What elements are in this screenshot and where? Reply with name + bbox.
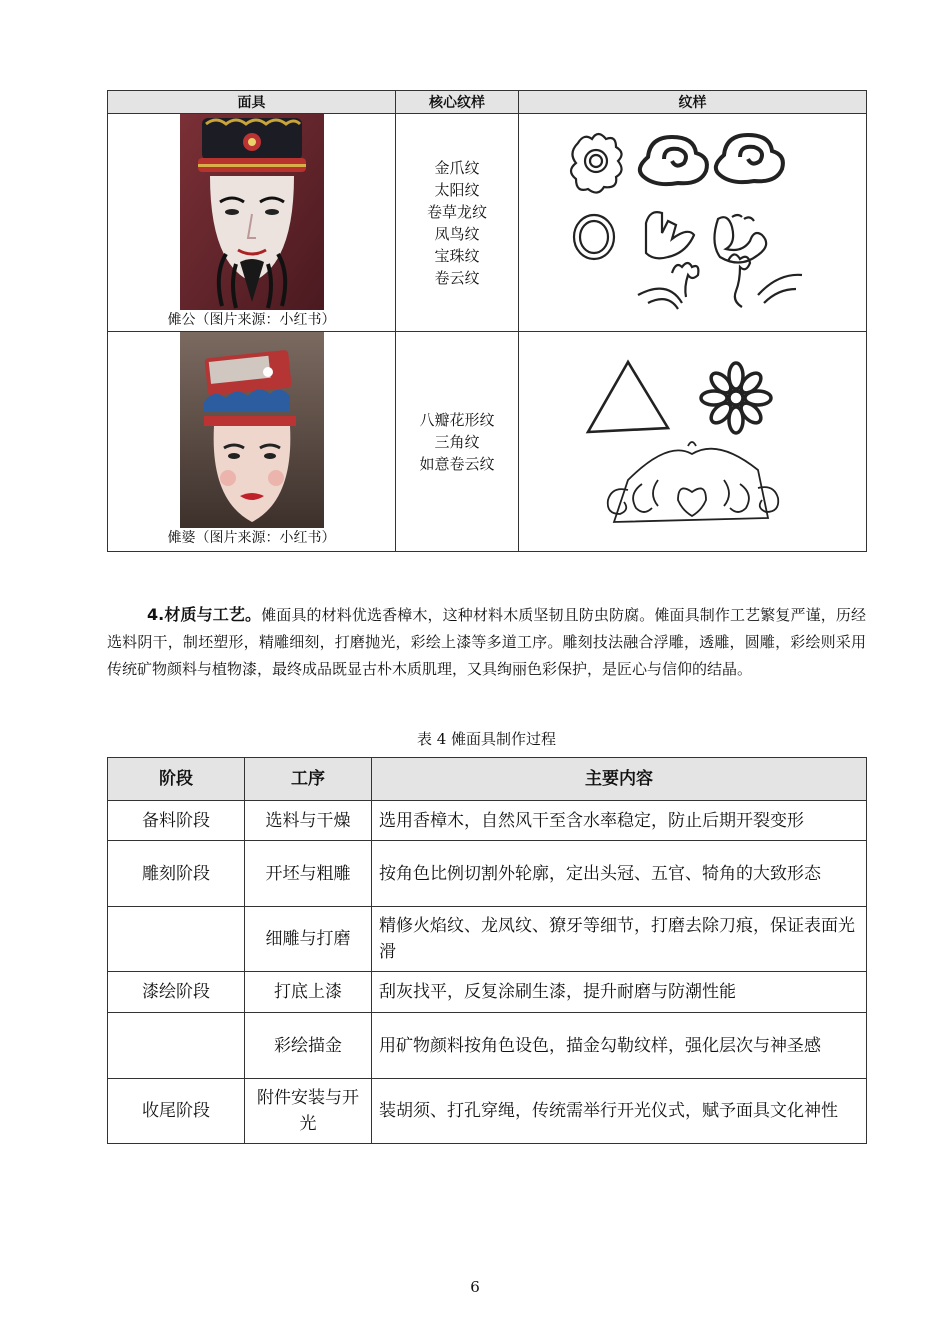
table-row (108, 1079, 867, 1144)
mask-pattern-table (107, 90, 867, 552)
nuopo-pattern-drawings (568, 350, 818, 530)
section-4-heading: 4.材质与工艺。 (147, 605, 262, 624)
section-4-body: 傩面具的材料优选香樟木，这种材料木质坚韧且防虫防腐。傩面具制作工艺繁复严谨，历经选料阴干，制坯塑形，精雕细刻，打磨抛光，彩绘上漆等多道工序。雕刻技法融合浮雕，透雕，圆雕，彩绘则采用传统矿物颜料与植物漆，最终成品既显古朴木质肌理，又具绚丽色彩保护，是匠心与信仰的结晶。 (107, 606, 866, 678)
header-procedure: 工序 (245, 758, 372, 801)
phoenix-pattern-icon (646, 212, 766, 262)
eight-petal-flower-icon (701, 363, 771, 433)
stage-cell: 雕刻阶段 (108, 841, 245, 907)
stage-cell (108, 1013, 245, 1079)
table-row (108, 907, 867, 972)
core-pattern-item: 太阳纹 (434, 180, 480, 199)
core-pattern-item: 八瓣花形纹 (419, 410, 495, 429)
header-pattern: 纹样 (519, 91, 867, 114)
core-pattern-cell (396, 332, 519, 552)
content-cell: 精修火焰纹、龙凤纹、獠牙等细节，打磨去除刀痕，保证表面光滑 (372, 907, 867, 972)
core-pattern-item: 卷云纹 (434, 268, 480, 287)
sun-pattern-icon (571, 134, 622, 193)
content-cell: 按角色比例切割外轮廓，定出头冠、五官、犄角的大致形态 (372, 841, 867, 907)
core-pattern-item: 如意卷云纹 (419, 454, 495, 473)
header-stage: 阶段 (108, 758, 245, 801)
core-pattern-item: 金爪纹 (434, 158, 480, 177)
header-content: 主要内容 (372, 758, 867, 801)
production-process-table (107, 757, 867, 1144)
cloud-pattern-icon (639, 135, 782, 184)
mask-cell (108, 114, 396, 332)
content-cell: 用矿物颜料按角色设色，描金勾勒纹样，强化层次与神圣感 (372, 1013, 867, 1079)
core-pattern-item: 三角纹 (434, 432, 480, 451)
page-number: 6 (470, 1278, 480, 1296)
content-cell: 刮灰找平，反复涂刷生漆，提升耐磨与防潮性能 (372, 972, 867, 1013)
procedure-cell: 彩绘描金 (245, 1013, 372, 1079)
table-row (108, 114, 867, 332)
nuogong-pattern-drawings (568, 123, 818, 319)
core-pattern-item: 宝珠纹 (434, 246, 480, 265)
content-cell: 选用香樟木，自然风干至含水率稳定，防止后期开裂变形 (372, 801, 867, 841)
procedure-cell: 开坯与粗雕 (245, 841, 372, 907)
nuogong-mask-image (180, 114, 324, 310)
procedure-cell: 细雕与打磨 (245, 907, 372, 972)
table-row (108, 1013, 867, 1079)
pattern-drawing-cell (519, 114, 867, 332)
nuopo-mask-image (180, 332, 324, 528)
section-4-paragraph (107, 601, 866, 683)
table-row (108, 801, 867, 841)
table-row (108, 841, 867, 907)
table-header-row (108, 758, 867, 801)
stage-cell: 收尾阶段 (108, 1079, 245, 1144)
header-core-pattern: 核心纹样 (396, 91, 519, 114)
table-header-row (108, 91, 867, 114)
procedure-cell: 附件安装与开光 (245, 1079, 372, 1144)
stage-cell: 备料阶段 (108, 801, 245, 841)
pearl-pattern-icon (574, 215, 614, 259)
content-cell: 装胡须、打孔穿绳，传统需举行开光仪式，赋予面具文化神性 (372, 1079, 867, 1144)
mask-caption: 傩公（图片来源：小红书） (167, 312, 336, 328)
table-row (108, 332, 867, 552)
procedure-cell: 选料与干燥 (245, 801, 372, 841)
pattern-drawing-cell (519, 332, 867, 552)
header-mask: 面具 (108, 91, 396, 114)
curling-dragon-pattern-icon (638, 254, 802, 309)
stage-cell: 漆绘阶段 (108, 972, 245, 1013)
table-4-caption: 表 4 傩面具制作过程 (416, 730, 557, 748)
core-pattern-cell (396, 114, 519, 332)
core-pattern-item: 卷草龙纹 (426, 202, 487, 221)
procedure-cell: 打底上漆 (245, 972, 372, 1013)
mask-cell (108, 332, 396, 552)
ruyi-cloud-pattern-icon (607, 442, 778, 522)
mask-caption: 傩婆（图片来源：小红书） (167, 530, 336, 546)
triangle-pattern-icon (588, 362, 668, 432)
core-pattern-item: 凤鸟纹 (434, 224, 480, 243)
stage-cell (108, 907, 245, 972)
table-row (108, 972, 867, 1013)
